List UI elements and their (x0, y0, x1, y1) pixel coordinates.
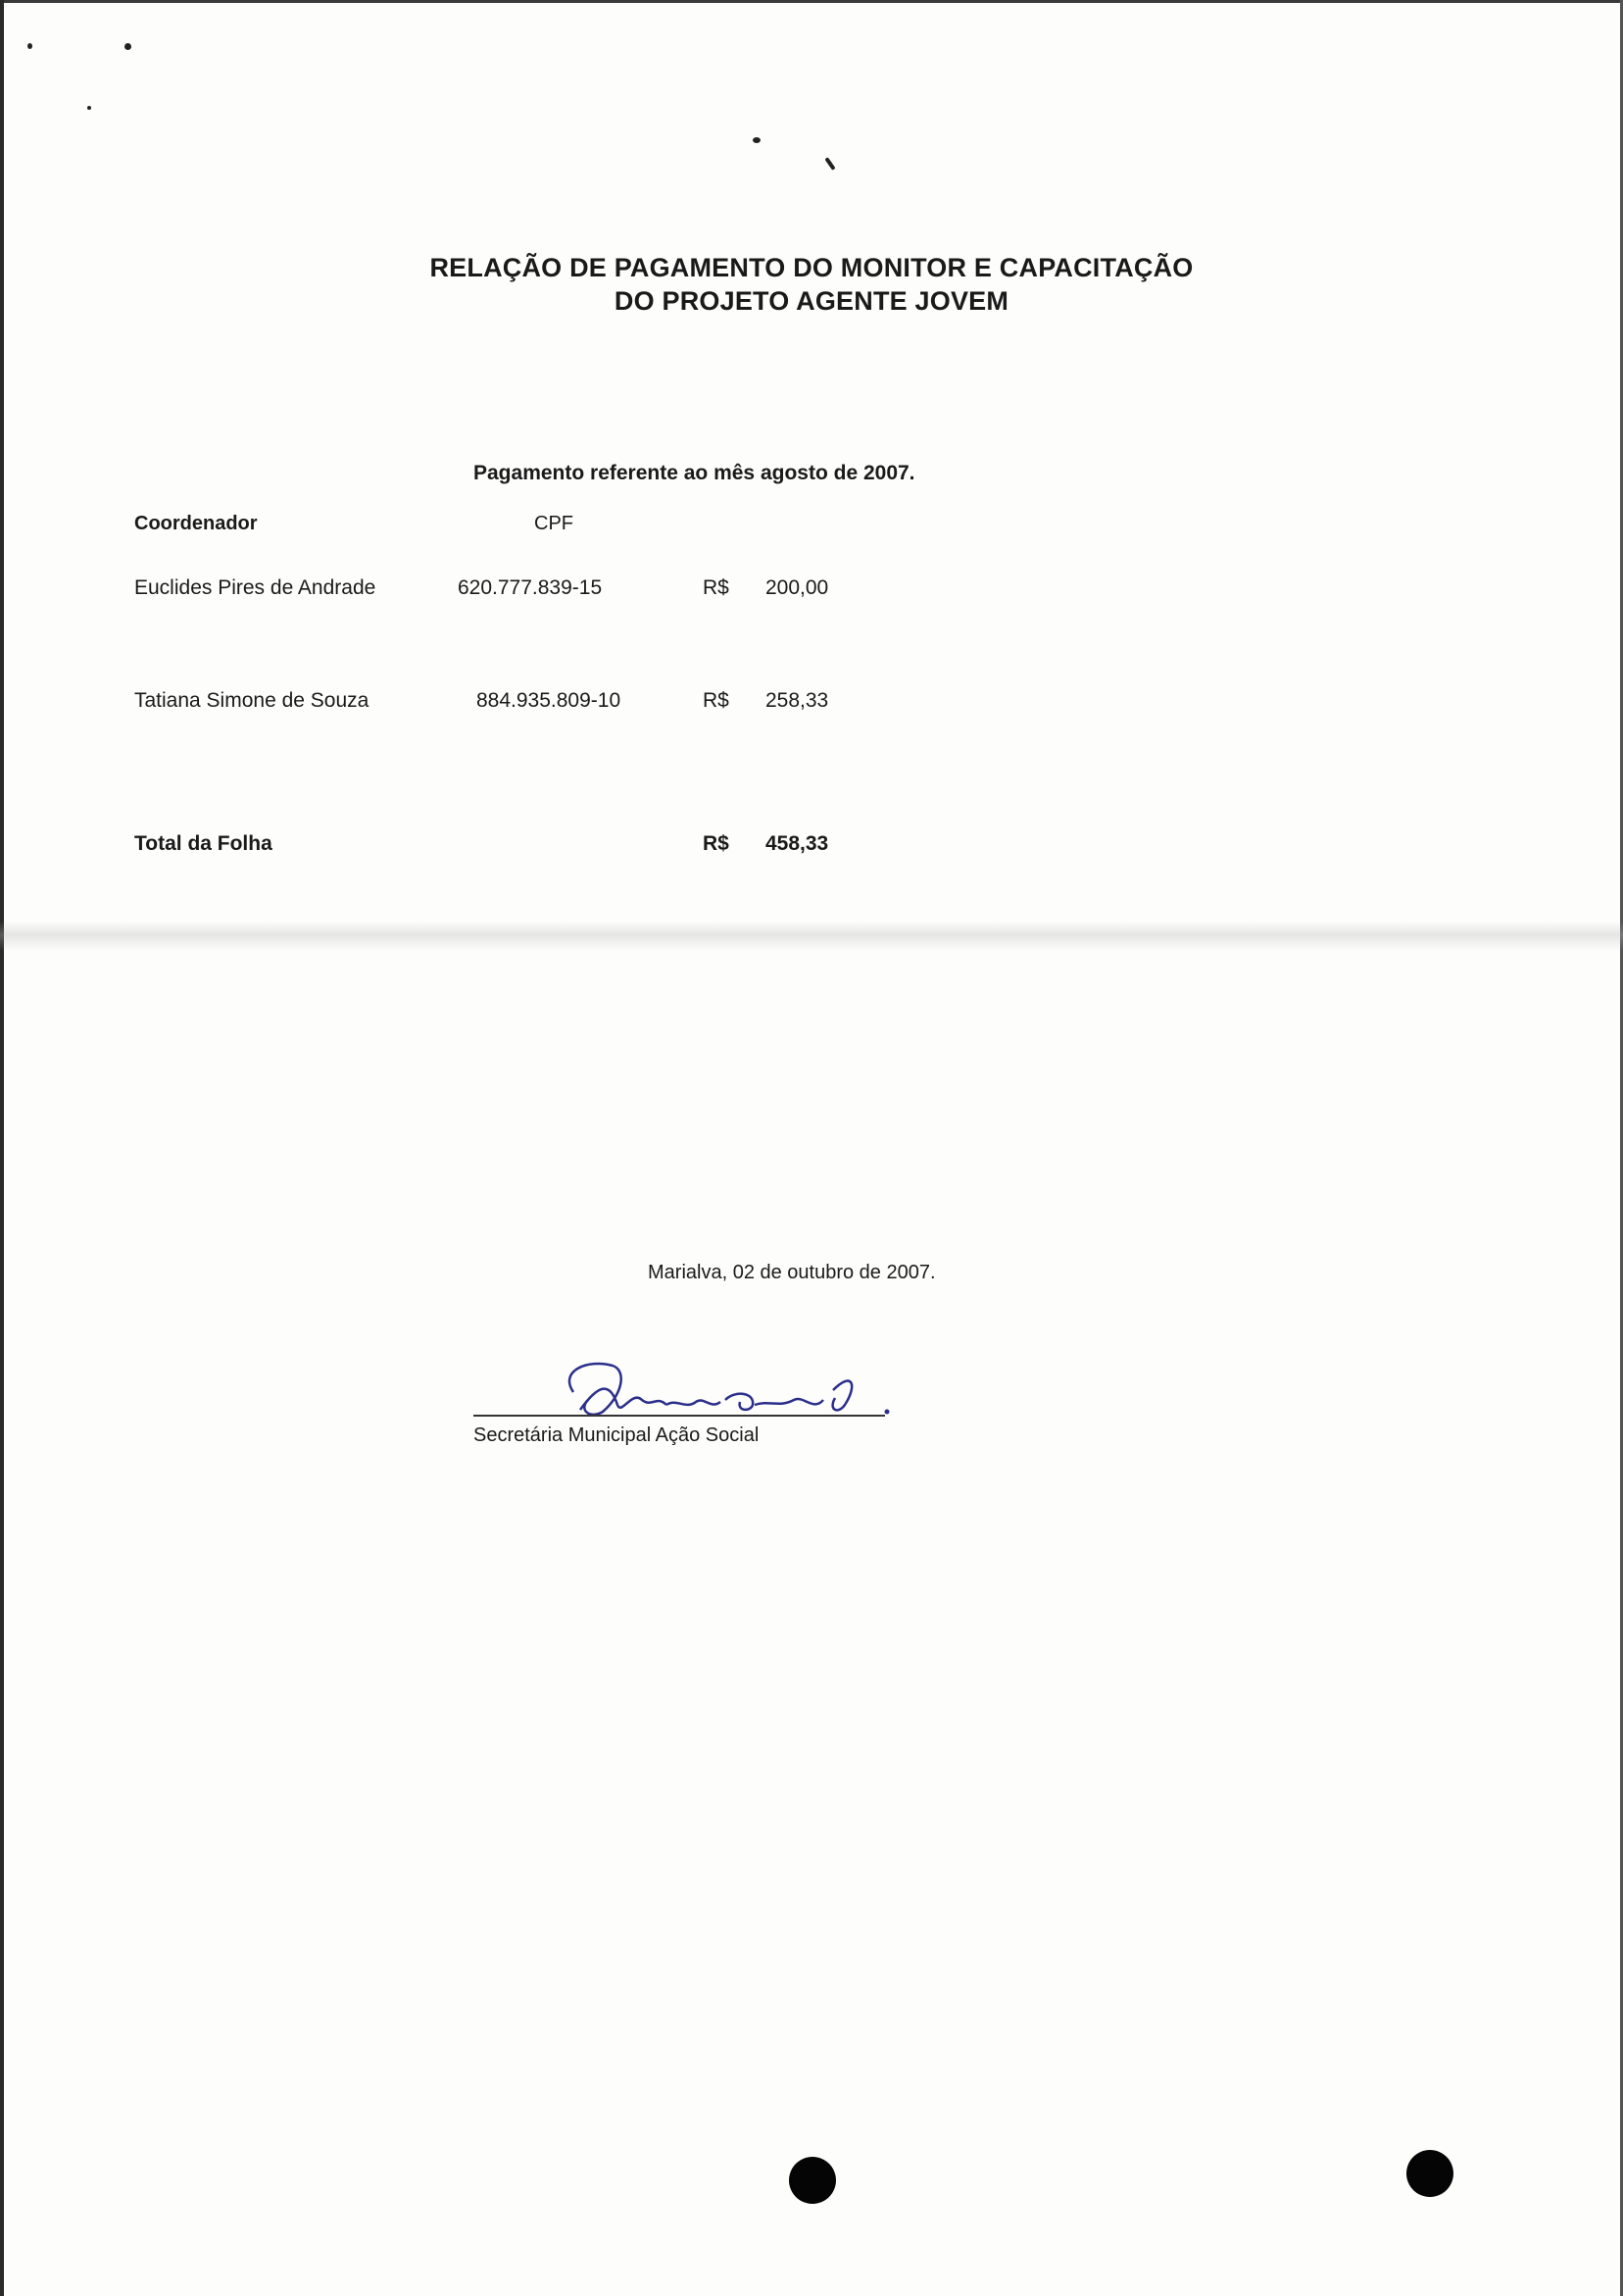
row-name: Euclides Pires de Andrade (134, 576, 376, 599)
paper-fold-band (0, 922, 1623, 951)
place-and-date: Marialva, 02 de outubro de 2007. (648, 1262, 936, 1283)
signature-caption: Secretária Municipal Ação Social (473, 1424, 760, 1446)
scan-top-edge (0, 0, 1623, 3)
row-currency: R$ (703, 689, 729, 712)
row-currency: R$ (703, 576, 729, 599)
row-name: Tatiana Simone de Souza (134, 689, 369, 712)
document-title (0, 251, 1623, 318)
punch-hole (789, 2157, 836, 2204)
scan-left-edge (0, 0, 4, 2296)
title-line-2: DO PROJETO AGENTE JOVEM (614, 286, 1009, 316)
scan-speck (753, 137, 761, 143)
scan-speck (87, 106, 91, 110)
row-cpf: 884.935.809-10 (476, 689, 621, 712)
handwritten-signature (519, 1351, 892, 1429)
total-amount: 458,33 (765, 832, 829, 855)
row-amount: 200,00 (765, 576, 829, 599)
total-label: Total da Folha (134, 832, 272, 855)
column-header-coordinator: Coordenador (134, 513, 258, 534)
column-header-cpf: CPF (534, 513, 573, 534)
scan-speck (824, 157, 835, 171)
total-currency: R$ (703, 832, 729, 855)
row-cpf: 620.777.839-15 (458, 576, 603, 599)
scan-speck (27, 43, 32, 49)
signature-line (473, 1415, 885, 1417)
row-amount: 258,33 (765, 689, 829, 712)
payment-period: Pagamento referente ao mês agosto de 2007. (473, 462, 915, 484)
scan-speck (124, 43, 131, 50)
title-line-1: RELAÇÃO DE PAGAMENTO DO MONITOR E CAPACITAÇÃO (429, 253, 1194, 282)
punch-hole (1406, 2150, 1453, 2197)
